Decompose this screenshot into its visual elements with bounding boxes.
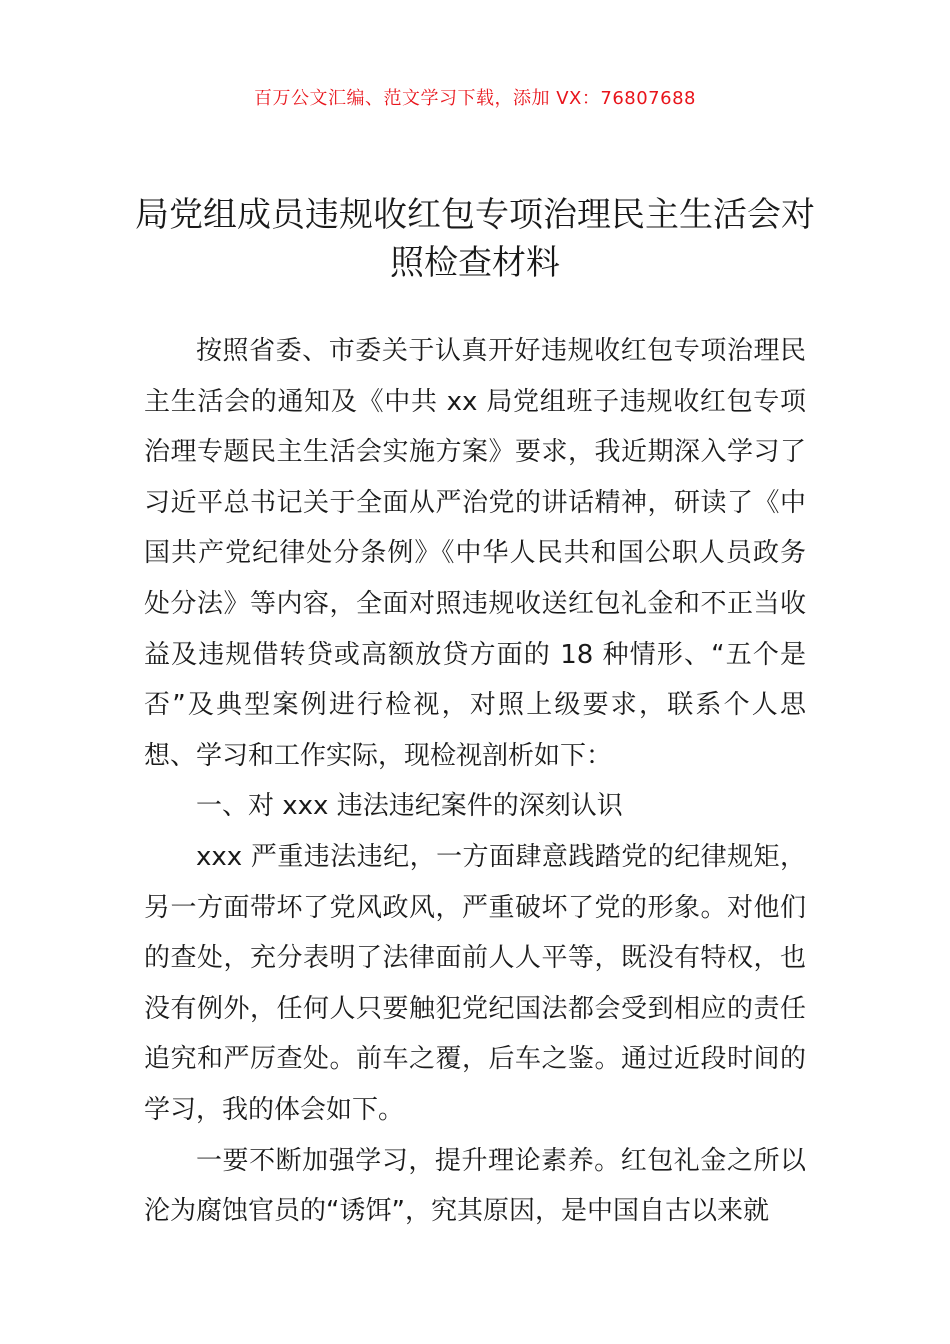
paragraph-understanding: xxx 严重违法违纪，一方面肆意践踏党的纪律规矩，另一方面带坏了党风政风，严重破坏了党的形象。对他们的查处，充分表明了法律面前人人平等，既没有特权，也没有例外，任何人只要触犯党纪国法都会受到相应的责任追究和严厉查处。前车之覆，后车之鉴。通过近段时间的学习，我的体会如下。 — [144, 841, 806, 1125]
paragraph-intro: 按照省委、市委关于认真开好违规收红包专项治理民主生活会的通知及《中共 xx 局党组班子违规收红包专项治理专题民主生活会实施方案》要求，我近期深入学习了习近平总书记关于全面从严治党的讲话精神，研读了《中国共产党纪律处分条例》《中华人民共和国公职人员政务处分法》等内容，全面对照违规收送红包礼金和不正当收益及违规借转贷或高额放贷方面的 18 种情形、“五个是否”及典型案例进行检视，对照上级要求，联系个人思想、学习和工作实际，现检视剖析如下： — [144, 336, 806, 771]
section-heading-1: 一、对 xxx 违法违纪案件的深刻认识 — [196, 791, 623, 822]
paragraph-study: 一要不断加强学习，提升理论素养。红包礼金之所以沦为腐蚀官员的“诱饵”，究其原因，是中国自古以来就 — [144, 1145, 806, 1227]
document-body — [144, 326, 806, 1237]
document-title: 局党组成员违规收红包专项治理民主生活会对照检查材料 — [135, 194, 815, 283]
promo-header-note: 百万公文汇编、范文学习下载，添加 VX：76807688 — [254, 88, 696, 109]
